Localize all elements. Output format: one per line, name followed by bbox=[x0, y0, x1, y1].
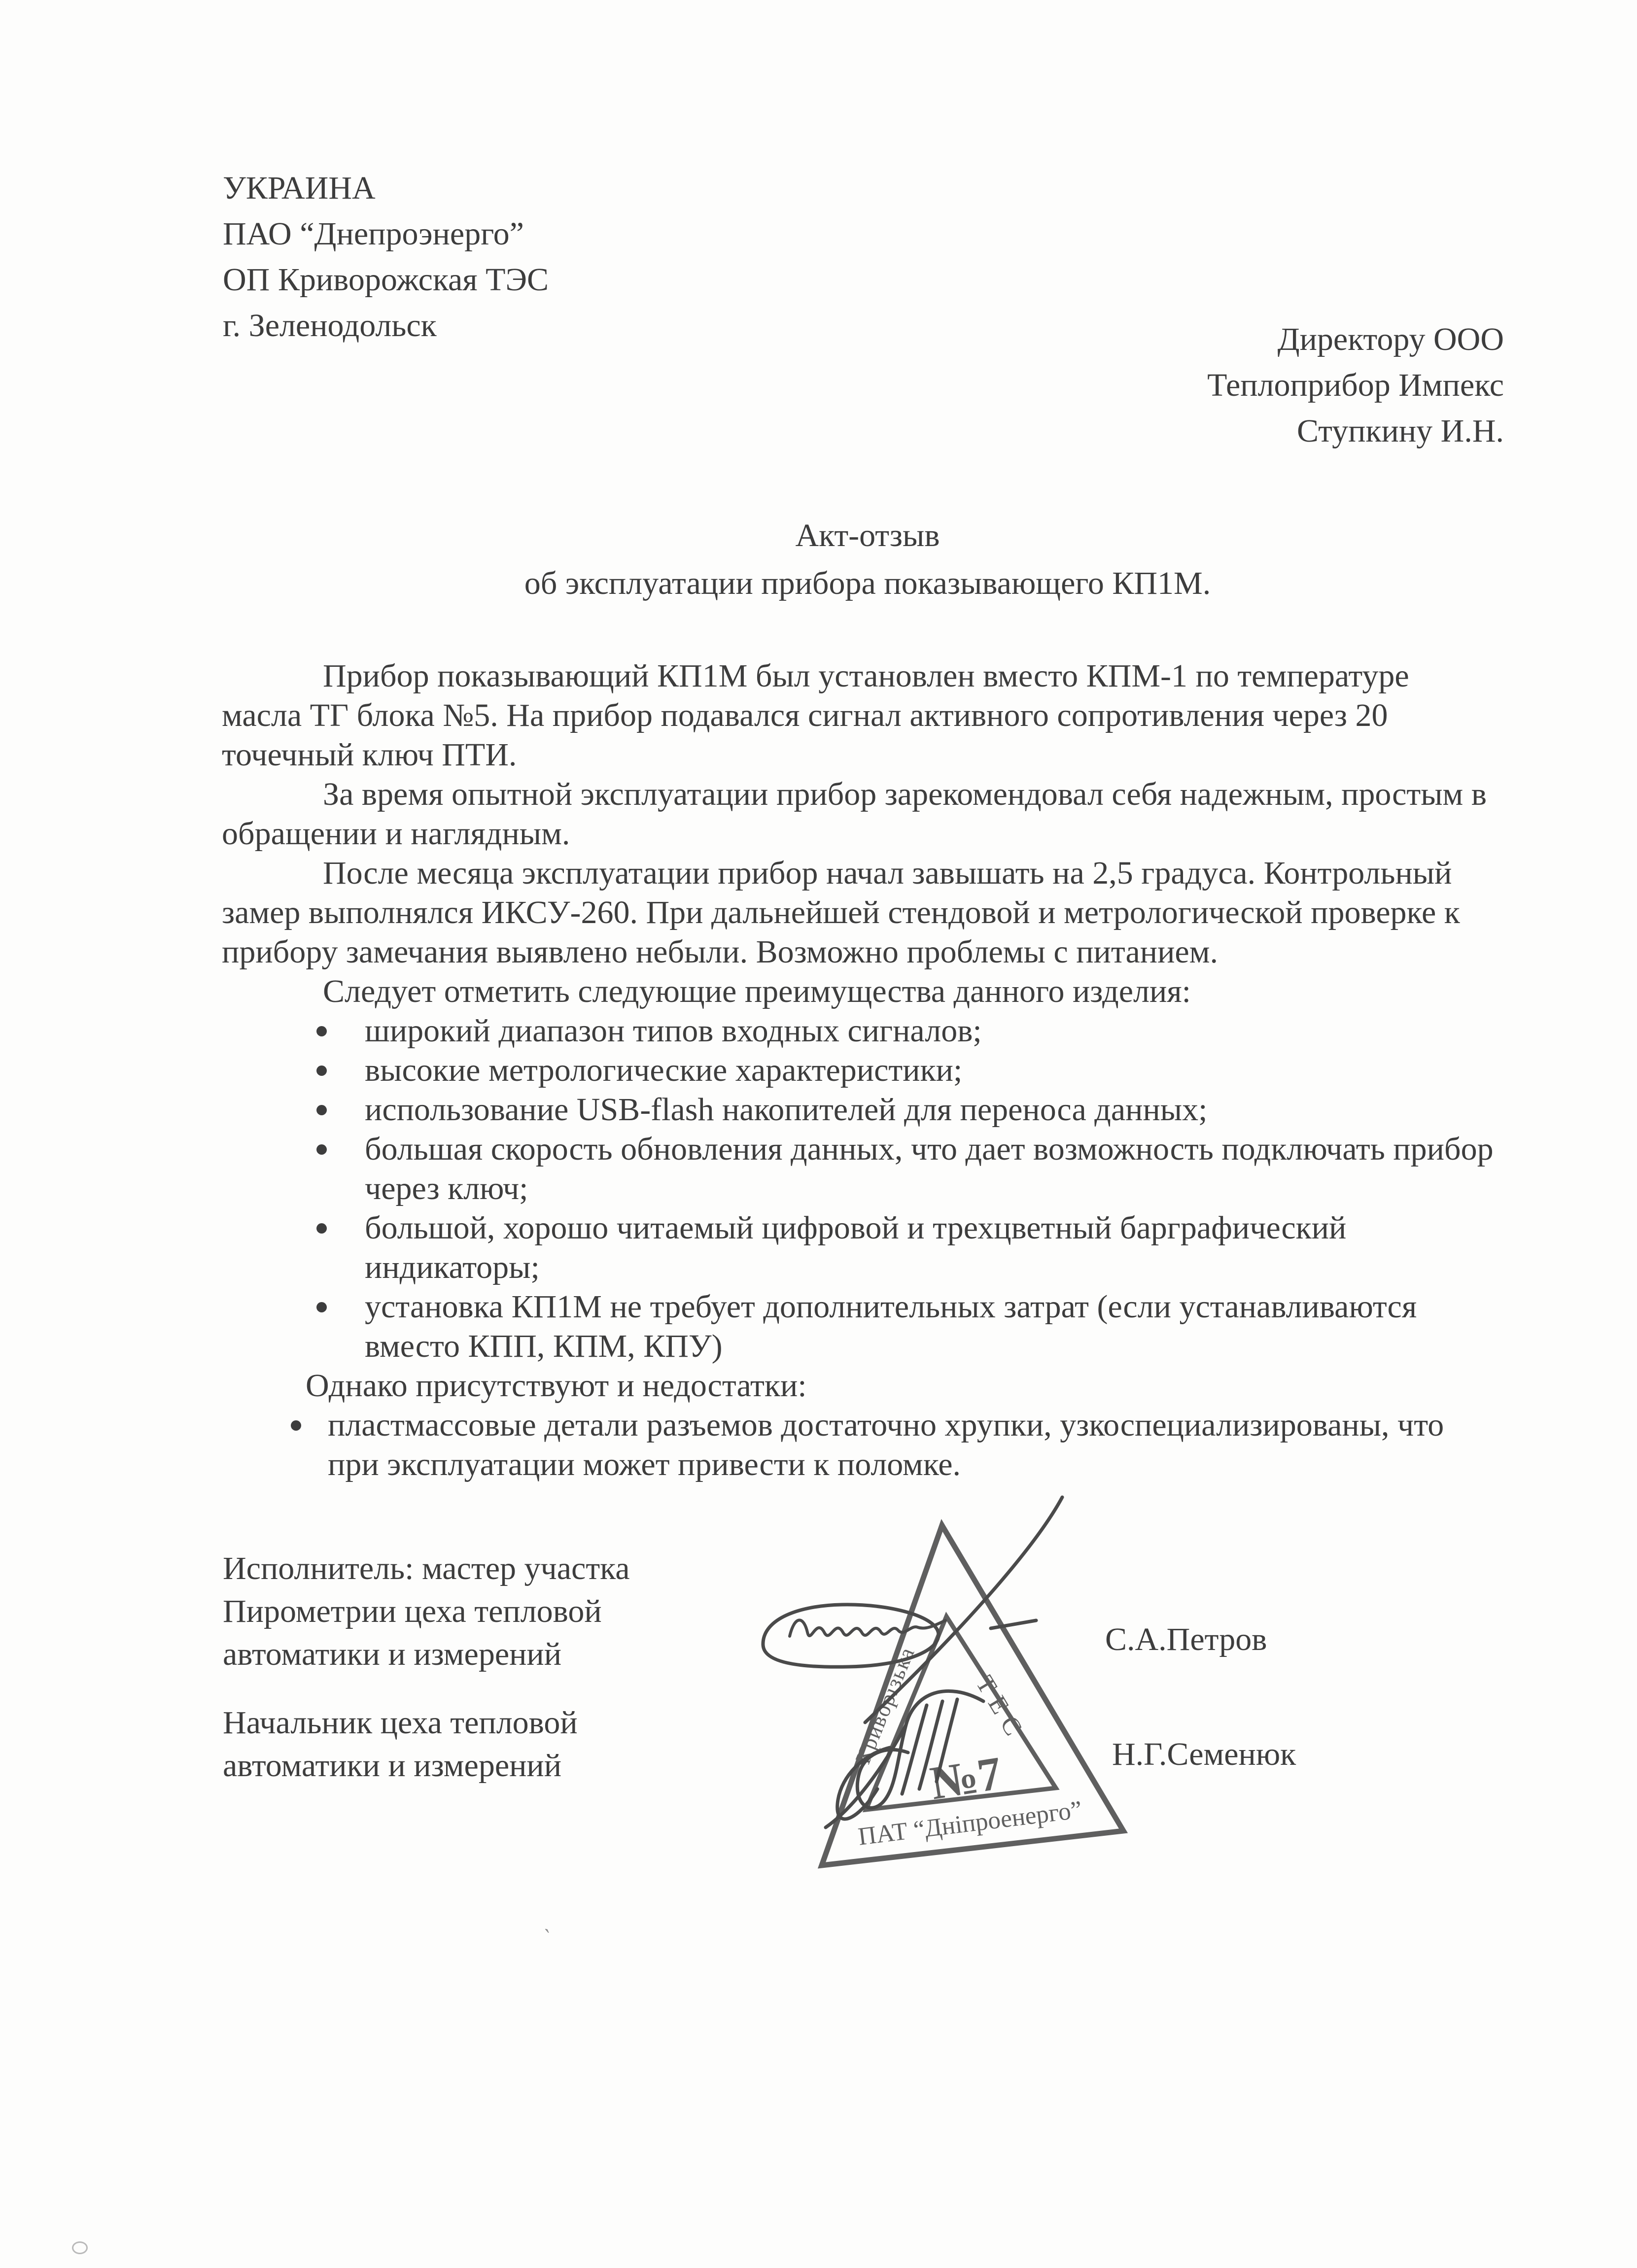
text-line: автоматики и измерений bbox=[223, 1636, 562, 1672]
text-line: широкий диапазон типов входных сигналов; bbox=[222, 1011, 1553, 1051]
chief-name: Н.Г.Семенюк bbox=[1112, 1736, 1296, 1772]
text-line: вместо КПП, КПМ, КПУ) bbox=[365, 1328, 723, 1364]
executor-name: С.А.Петров bbox=[1105, 1621, 1267, 1657]
scan-speck: ` bbox=[540, 1924, 552, 1950]
bullet-dot bbox=[316, 1144, 327, 1155]
text-line: Ступкину И.Н. bbox=[1297, 413, 1504, 449]
bullet-dot bbox=[316, 1302, 327, 1312]
text-line: Директору ООО bbox=[1277, 321, 1504, 357]
bullet-dot bbox=[316, 1026, 327, 1036]
text-line: точечный ключ ПТИ. bbox=[222, 737, 517, 773]
text-line: Теплоприбор Импекс bbox=[1207, 367, 1504, 403]
text-line: Пирометрии цеха тепловой bbox=[223, 1593, 602, 1629]
stamp-bottom-text: ПАТ “Дніпроенерго” bbox=[856, 1796, 1084, 1851]
text-line: Начальник цеха тепловой bbox=[223, 1705, 578, 1741]
text-line: установка КП1М не требует дополнительных затрат (если устанавливаются bbox=[222, 1287, 1553, 1327]
chief-role-block bbox=[223, 1701, 578, 1787]
stamp-left-side-text: Криворізька bbox=[850, 1643, 920, 1767]
petrov-signature-squiggle bbox=[790, 1620, 945, 1636]
addressee-block bbox=[1207, 316, 1504, 454]
text-line: прибору замечания выявлено небыли. Возможно проблемы с питанием. bbox=[222, 934, 1218, 970]
text-line: автоматики и измерений bbox=[223, 1748, 562, 1784]
text-line: большая скорость обновления данных, что дает возможность подключать прибор bbox=[222, 1130, 1553, 1169]
text-line: Акт-отзыв bbox=[795, 517, 940, 553]
document-title bbox=[222, 512, 1513, 607]
executor-role-block bbox=[223, 1547, 630, 1676]
letter-body bbox=[222, 656, 1553, 1484]
stamp-right-side-text: ТЕС bbox=[970, 1671, 1032, 1748]
bullet-dot bbox=[291, 1420, 301, 1431]
text-line: Исполнитель: мастер участка bbox=[223, 1550, 630, 1586]
text-line: при эксплуатации может привести к поломке. bbox=[328, 1446, 961, 1482]
text-line: ПАО “Днепроэнерго” bbox=[223, 216, 524, 252]
bullet-dot bbox=[316, 1223, 327, 1234]
text-line: Однако присутствуют и недостатки: bbox=[306, 1368, 807, 1404]
text-line: После месяца эксплуатации прибор начал завышать на 2,5 градуса. Контрольный bbox=[323, 855, 1452, 891]
text-line: об эксплуатации прибора показывающего КП1М. bbox=[524, 565, 1211, 601]
sender-block bbox=[223, 165, 549, 348]
stamp-and-signatures-area bbox=[715, 1474, 1183, 1892]
text-line: За время опытной эксплуатации прибор зарекомендовал себя надежным, простым в bbox=[323, 776, 1487, 812]
text-line: пластмассовые детали разъемов достаточно хрупки, узкоспециализированы, что bbox=[222, 1406, 1553, 1445]
text-line: большой, хорошо читаемый цифровой и трехцветный барграфический bbox=[222, 1208, 1553, 1248]
text-line: обращении и наглядным. bbox=[222, 816, 570, 852]
stamp-number: №7 bbox=[926, 1746, 1006, 1810]
text-line: индикаторы; bbox=[365, 1249, 540, 1285]
text-line: масла ТГ блока №5. На прибор подавался сигнал активного сопротивления через 20 bbox=[222, 697, 1388, 733]
text-line: Прибор показывающий КП1М был установлен вместо КПМ-1 по температуре bbox=[323, 658, 1409, 694]
scan-speck-bottom bbox=[72, 2241, 88, 2254]
text-line: ОП Криворожская ТЭС bbox=[223, 262, 549, 298]
bullet-dot bbox=[316, 1065, 327, 1076]
text-line: г. Зеленодольск bbox=[223, 308, 437, 344]
text-line: Следует отметить следующие преимущества данного изделия: bbox=[323, 973, 1191, 1009]
text-line: замер выполнялся ИКСУ-260. При дальнейшей стендовой и метрологической проверке к bbox=[222, 894, 1460, 930]
text-line: УКРАИНА bbox=[223, 170, 376, 206]
text-line: через ключ; bbox=[365, 1170, 528, 1206]
text-line: высокие метрологические характеристики; bbox=[222, 1051, 1553, 1090]
bullet-dot bbox=[316, 1105, 327, 1115]
text-line: использование USB-flash накопителей для переноса данных; bbox=[222, 1090, 1553, 1130]
